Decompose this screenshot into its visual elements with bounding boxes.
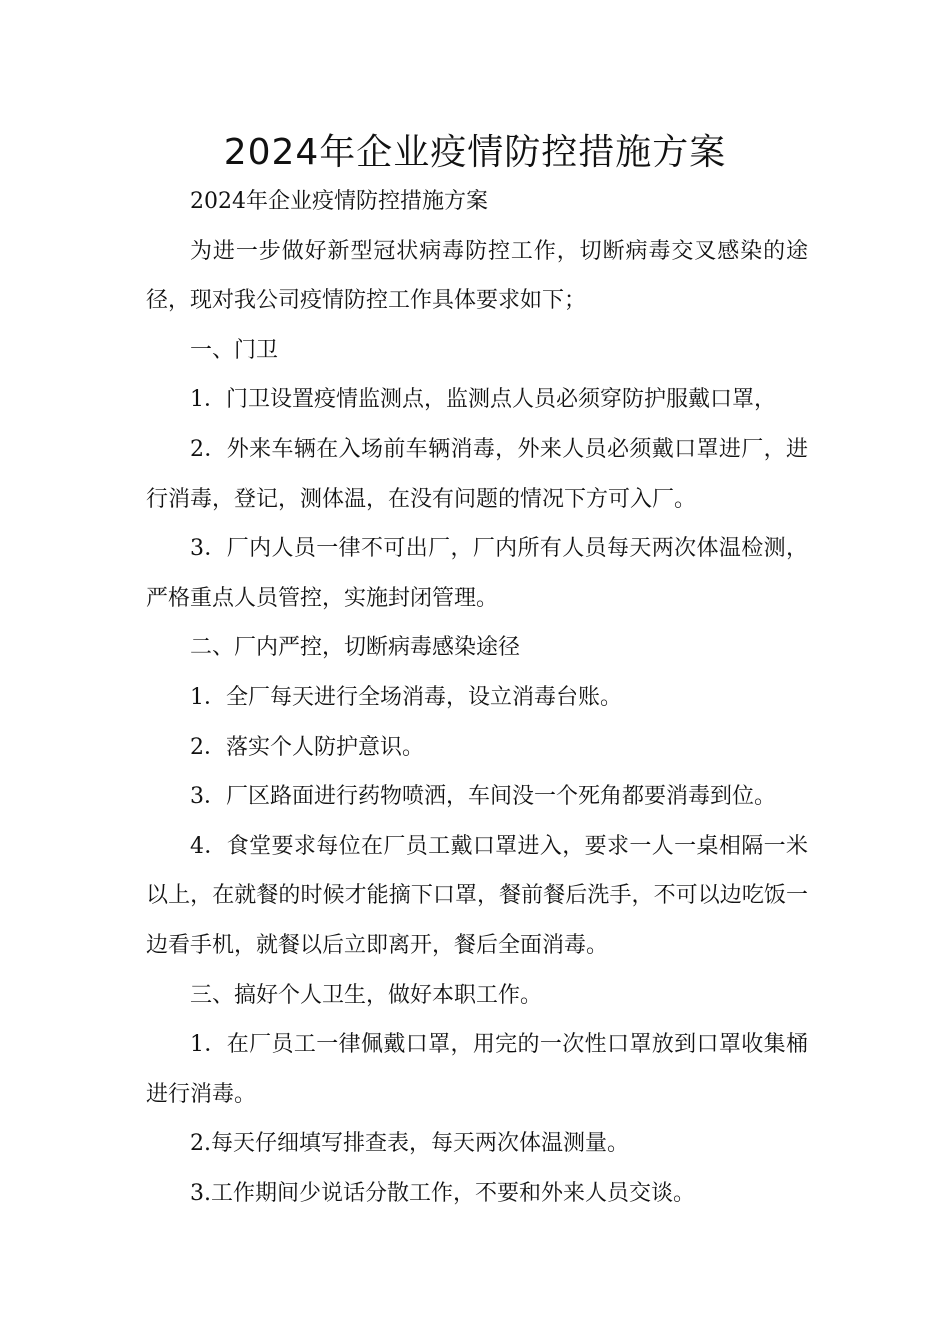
document-body — [146, 177, 808, 1218]
paragraph-item: 2．落实个人防护意识。 — [190, 734, 424, 760]
section-heading-factory-control: 二、厂内严控，切断病毒感染途径 — [190, 635, 521, 661]
section-heading-gate: 一、门卫 — [190, 337, 279, 363]
paragraph-subtitle: 2024年企业疫情防控措施方案 — [190, 189, 488, 214]
paragraph-item: 1．全厂每天进行全场消毒，设立消毒台账。 — [190, 684, 622, 710]
paragraph-item: 1．在厂员工一律佩戴口罩，用完的一次性口罩放到口罩收集桶进行消毒。 — [146, 1032, 808, 1107]
document-title: 2024年企业疫情防控措施方案 — [223, 132, 727, 173]
paragraph-item: 3．厂区路面进行药物喷洒，车间没一个死角都要消毒到位。 — [190, 784, 776, 810]
paragraph-item: 3.工作期间少说话分散工作，不要和外来人员交谈。 — [190, 1180, 695, 1206]
paragraph-item: 4．食堂要求每位在厂员工戴口罩进入，要求一人一桌相隔一米以上，在就餐的时候才能摘下口罩，餐前餐后洗手，不可以边吃饭一边看手机，就餐以后立即离开，餐后全面消毒。 — [146, 833, 808, 958]
section-heading-personal-hygiene: 三、搞好个人卫生，做好本职工作。 — [190, 982, 543, 1008]
paragraph-item: 1．门卫设置疫情监测点，监测点人员必须穿防护服戴口罩， — [190, 387, 776, 413]
paragraph-item: 2.每天仔细填写排查表，每天两次体温测量。 — [190, 1131, 629, 1157]
paragraph-item: 2．外来车辆在入场前车辆消毒，外来人员必须戴口罩进厂，进行消毒，登记，测体温，在没有问题的情况下方可入厂。 — [146, 436, 808, 512]
paragraph-item: 3．厂内人员一律不可出厂，厂内所有人员每天两次体温检测，严格重点人员管控，实施封闭管理。 — [146, 536, 808, 611]
paragraph-intro: 为进一步做好新型冠状病毒防控工作，切断病毒交叉感染的途径，现对我公司疫情防控工作具体要求如下； — [146, 238, 808, 314]
